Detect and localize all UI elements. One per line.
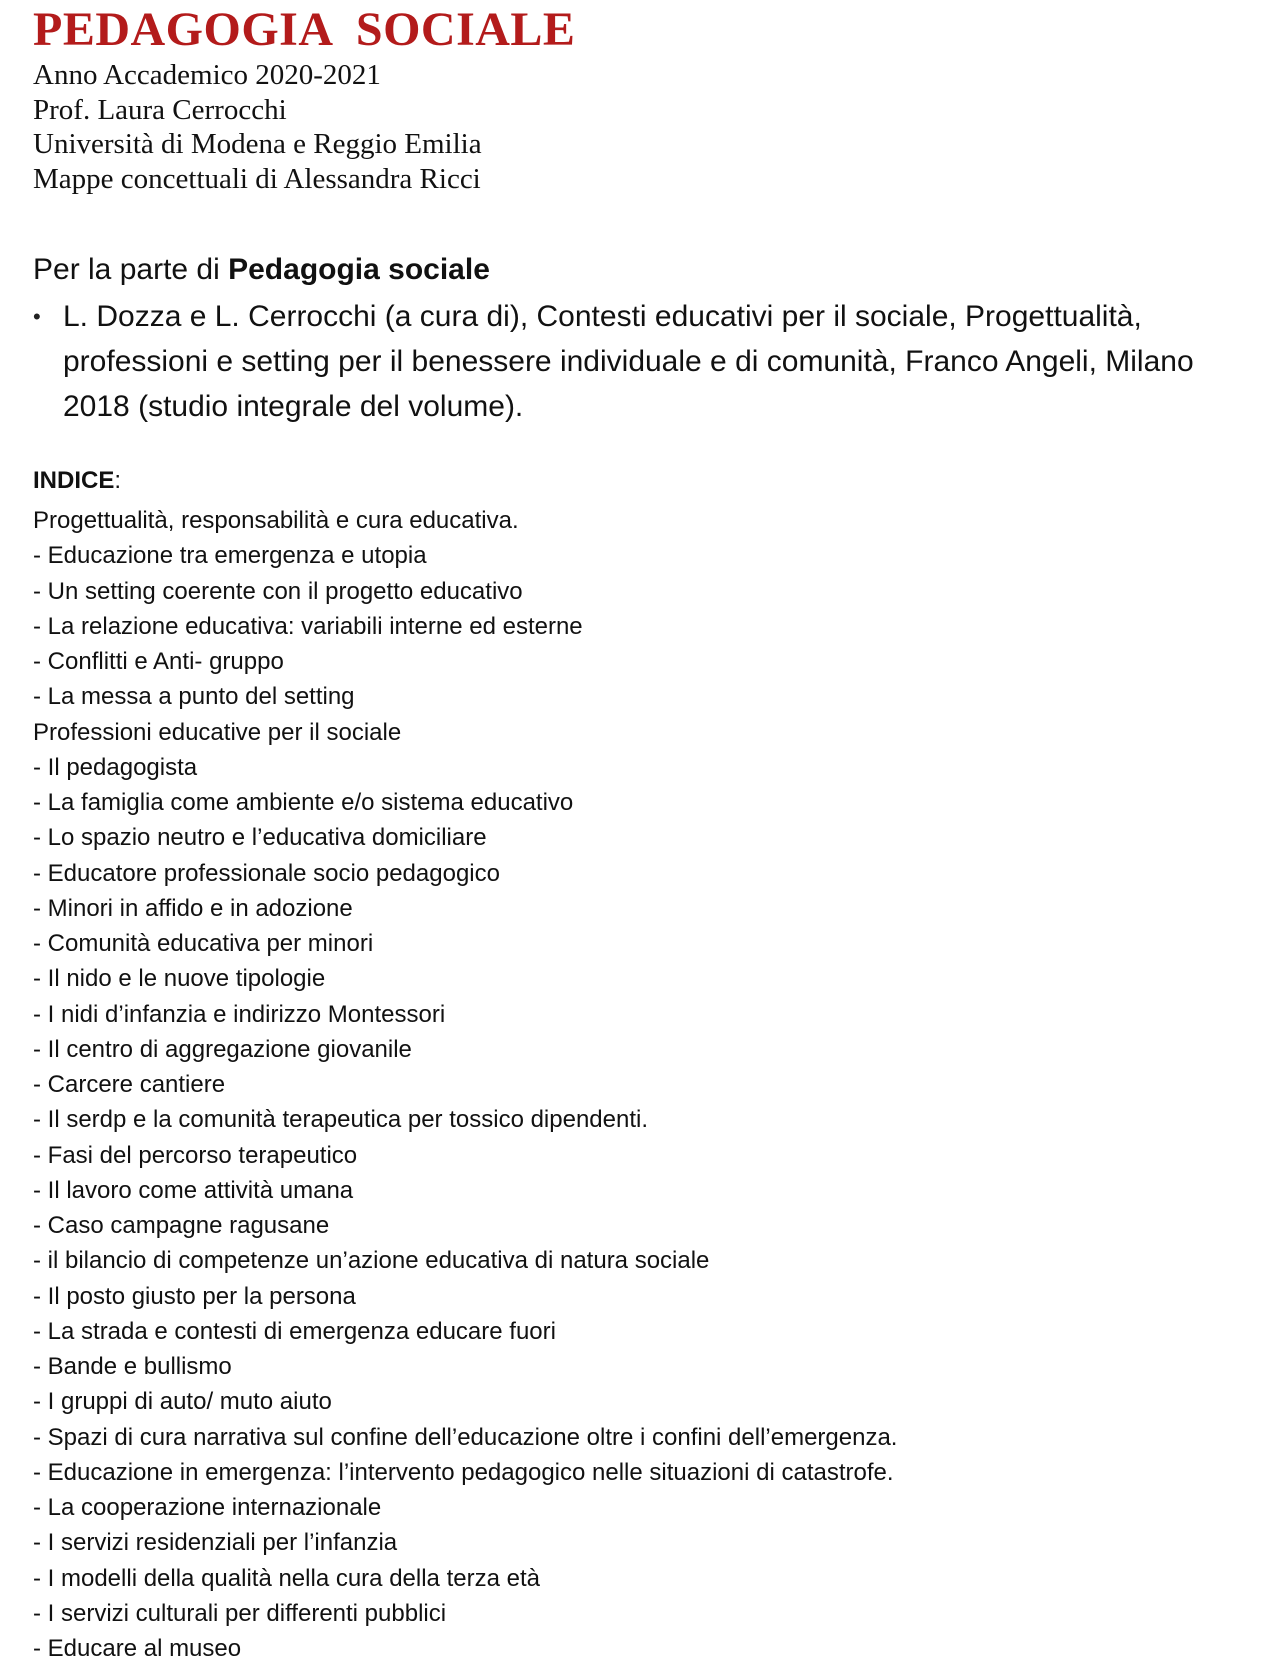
index-item: - Il centro di aggregazione giovanile <box>33 1035 412 1063</box>
index-item: - I nidi d’infanzia e indirizzo Montessori <box>33 1000 446 1028</box>
professor: Prof. Laura Cerrocchi <box>33 93 287 126</box>
university: Università di Modena e Reggio Emilia <box>33 128 482 160</box>
index-item: - Il pedagogista <box>33 753 198 781</box>
index-item: - Educare al museo <box>33 1635 242 1662</box>
index-item: - Carcere cantiere <box>33 1071 226 1098</box>
index-item: - Minori in affido e in adozione <box>33 894 353 922</box>
index-item: - La famiglia come ambiente e/o sistema educativo <box>33 789 574 816</box>
index-item: - Bande e bullismo <box>33 1353 232 1380</box>
index-item: - Il nido e le nuove tipologie <box>33 965 326 993</box>
index-item: - I gruppi di auto/ muto aiuto <box>33 1388 332 1416</box>
section-intro <box>33 250 490 290</box>
index-heading <box>33 466 121 496</box>
index-item: - Il serdp e la comunità terapeutica per tossico dipendenti. <box>33 1106 649 1134</box>
section-intro-prefix: Per la parte di <box>33 253 229 286</box>
index-item: - Educatore professionale socio pedagogico <box>33 859 500 887</box>
index-item: - La messa a punto del setting <box>33 683 355 711</box>
index-item: - La cooperazione internazionale <box>33 1494 382 1521</box>
reference-text: L. Dozza e L. Cerrocchi (a cura di), Contesti educativi per il sociale, Progettualità, professioni e setting per il benessere individuale e di comunità, Franco Angeli, Milano 2018 (studio integrale del volume). <box>63 300 1194 423</box>
index-item: - Lo spazio neutro e l’educativa domiciliare <box>33 824 487 852</box>
index-item: - I servizi residenziali per l’infanzia <box>33 1529 398 1557</box>
document-title: PEDAGOGIA SOCIALE <box>33 3 576 56</box>
course-meta <box>33 58 482 196</box>
index-item: - Comunità educativa per minori <box>33 930 374 957</box>
index-list <box>33 503 897 1666</box>
index-item: - Un setting coerente con il progetto educativo <box>33 577 523 605</box>
index-item: - Il posto giusto per la persona <box>33 1282 356 1310</box>
section-intro-subject: Pedagogia sociale <box>228 253 490 286</box>
maps-author: Mappe concettuali di Alessandra Ricci <box>33 162 481 195</box>
bullet-icon: • <box>33 304 41 329</box>
index-item: - Caso campagne ragusane <box>33 1212 330 1239</box>
index-heading-label: INDICE <box>33 467 115 494</box>
index-heading-colon: : <box>114 467 122 494</box>
index-item: - I modelli della qualità nella cura della terza età <box>33 1564 540 1592</box>
index-item: - Educazione in emergenza: l’intervento pedagogico nelle situazioni di catastrofe. <box>33 1458 894 1486</box>
academic-year: Anno Accademico 2020-2021 <box>33 59 381 91</box>
index-item: - I servizi culturali per differenti pubblici <box>33 1599 447 1627</box>
index-item: - Educazione tra emergenza e utopia <box>33 542 427 570</box>
index-item: Progettualità, responsabilità e cura educativa. <box>33 507 519 534</box>
index-item: - La strada e contesti di emergenza educare fuori <box>33 1317 556 1345</box>
reference-item <box>33 294 1253 429</box>
index-item: - Fasi del percorso terapeutico <box>33 1141 358 1169</box>
index-item: - La relazione educativa: variabili interne ed esterne <box>33 612 583 640</box>
index-item: - Spazi di cura narrativa sul confine dell’educazione oltre i confini dell’emergenza. <box>33 1423 898 1451</box>
index-item: - Il lavoro come attività umana <box>33 1176 354 1204</box>
index-item: Professioni educative per il sociale <box>33 718 402 746</box>
index-item: - il bilancio di competenze un’azione educativa di natura sociale <box>33 1247 710 1275</box>
index-item: - Conflitti e Anti- gruppo <box>33 648 284 675</box>
